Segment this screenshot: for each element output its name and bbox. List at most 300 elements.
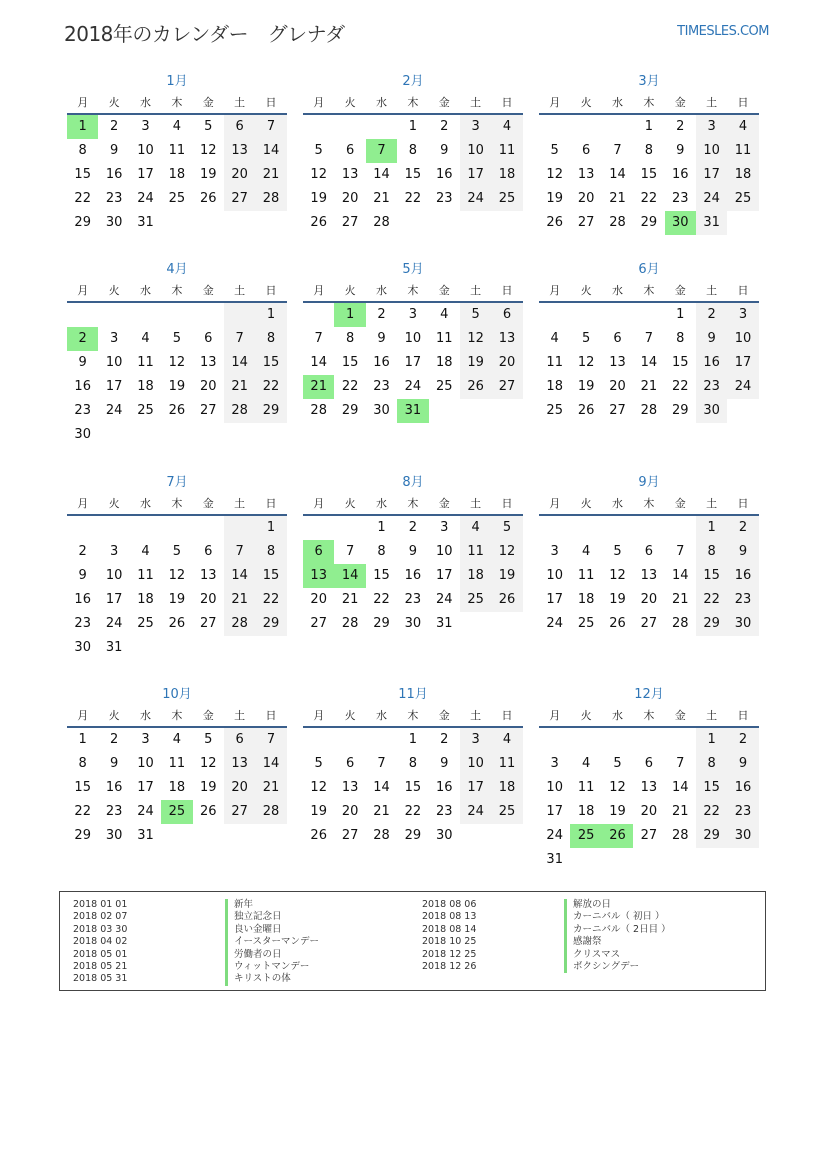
empty-day-cell: [193, 303, 224, 327]
day-cell: 11: [577, 568, 595, 583]
empty-day-cell: [460, 612, 491, 636]
holiday-date: 2018 12 26: [422, 960, 477, 972]
day-cell: 13: [224, 752, 255, 776]
day-cell: 26: [609, 616, 626, 631]
day-cell: 25: [168, 191, 186, 206]
day-cell: 13: [199, 355, 217, 370]
day-cell: 12: [460, 327, 491, 351]
day-cell: 19: [168, 592, 186, 607]
day-cell: 13: [640, 780, 658, 795]
day-cell: 3: [141, 119, 150, 134]
holiday-name: 感謝祭: [564, 936, 671, 948]
day-cell: 10: [546, 780, 563, 795]
day-cell: 16: [105, 780, 123, 795]
day-cell: 6: [345, 143, 355, 158]
weekday-label: 土: [470, 709, 482, 722]
day-cell: 12: [199, 756, 217, 771]
day-cell: 12: [577, 355, 595, 370]
empty-day-cell: [460, 399, 491, 423]
day-cell: 5: [314, 143, 323, 158]
weekday-label: 水: [139, 96, 151, 109]
holiday-date: 2018 03 30: [73, 923, 128, 935]
day-cell: 2: [440, 119, 449, 134]
weekday-label: 月: [313, 96, 325, 109]
week-row: [303, 800, 523, 824]
weekday-label: 木: [643, 709, 655, 722]
week-row: [303, 139, 523, 163]
holiday-name: 労働者の日: [225, 949, 319, 961]
day-cell: 4: [440, 307, 449, 322]
empty-day-cell: [539, 303, 570, 327]
empty-day-cell: [224, 636, 255, 660]
day-cell: 25: [727, 187, 758, 211]
week-row: [539, 399, 759, 423]
day-cell: 14: [373, 167, 390, 182]
day-cell: 11: [435, 331, 453, 346]
week-row: [67, 588, 287, 612]
weekday-header: [539, 494, 759, 516]
day-cell: 26: [460, 375, 491, 399]
empty-day-cell: [429, 399, 460, 423]
day-cell: 26: [602, 824, 633, 848]
day-cell: 6: [204, 544, 213, 559]
day-cell: 22: [696, 588, 727, 612]
day-cell: 1: [334, 303, 365, 327]
week-row: [67, 564, 287, 588]
day-cell: 9: [440, 756, 449, 771]
week-row: [303, 303, 523, 327]
day-cell: 15: [255, 564, 286, 588]
weekday-label: 月: [549, 284, 561, 297]
day-cell: 17: [696, 163, 727, 187]
day-cell: 8: [377, 544, 386, 559]
day-cell: 24: [105, 616, 123, 631]
day-cell: 20: [341, 804, 359, 819]
day-cell: 22: [671, 379, 689, 394]
day-cell: 27: [491, 375, 522, 399]
day-cell: 8: [644, 143, 653, 158]
week-row: [539, 776, 759, 800]
week-row: [67, 516, 287, 540]
week-row: [67, 351, 287, 375]
day-cell: 9: [676, 143, 685, 158]
day-cell: 15: [696, 564, 727, 588]
holiday-name: 解放の日: [564, 899, 671, 911]
empty-day-cell: [334, 115, 365, 139]
day-cell: 17: [435, 568, 453, 583]
day-cell: 9: [109, 143, 119, 158]
day-cell: 21: [671, 592, 689, 607]
empty-day-cell: [224, 423, 255, 447]
day-cell: 7: [676, 544, 685, 559]
day-cell: 18: [546, 379, 563, 394]
day-cell: 21: [671, 804, 689, 819]
day-cell: 29: [74, 215, 91, 230]
week-row: [303, 564, 523, 588]
empty-day-cell: [727, 848, 758, 872]
day-cell: 16: [727, 776, 758, 800]
week-row: [303, 824, 523, 848]
empty-day-cell: [130, 516, 161, 540]
day-cell: 11: [168, 756, 186, 771]
empty-day-cell: [460, 824, 491, 848]
empty-day-cell: [130, 636, 161, 660]
day-cell: 30: [727, 612, 758, 636]
day-cell: 7: [224, 540, 255, 564]
empty-day-cell: [665, 728, 696, 752]
weekday-label: 金: [438, 284, 450, 297]
holiday-dates-right: [422, 899, 476, 973]
day-cell: 17: [404, 355, 422, 370]
empty-day-cell: [633, 848, 664, 872]
weekday-label: 水: [139, 709, 151, 722]
day-cell: 1: [676, 307, 685, 322]
week-row: [303, 187, 523, 211]
holiday-date: 2018 01 01: [73, 899, 128, 910]
weekday-label: 月: [77, 709, 89, 722]
week-row: [539, 516, 759, 540]
weekday-header: [303, 706, 523, 728]
weekday-label: 火: [108, 709, 120, 722]
day-cell: 18: [577, 804, 595, 819]
day-cell: 2: [440, 732, 449, 747]
day-cell: 13: [609, 355, 626, 370]
day-cell: 16: [74, 592, 91, 607]
day-cell: 22: [373, 592, 390, 607]
day-cell: 9: [109, 756, 119, 771]
day-cell: 8: [408, 756, 417, 771]
day-cell: 5: [581, 331, 591, 346]
day-cell: 28: [609, 215, 626, 230]
day-cell: 12: [609, 568, 626, 583]
empty-day-cell: [224, 211, 255, 235]
month-name: 6月: [638, 262, 660, 277]
day-cell: 8: [255, 327, 286, 351]
week-row: [303, 540, 523, 564]
week-row: [539, 824, 759, 848]
empty-day-cell: [98, 423, 129, 447]
weekday-label: 土: [470, 284, 482, 297]
holiday-names-left: [225, 899, 319, 986]
weekday-label: 木: [171, 709, 183, 722]
month-calendar: [303, 260, 523, 423]
weekday-label: 金: [438, 709, 450, 722]
weekday-label: 日: [501, 497, 513, 510]
day-cell: 3: [550, 756, 559, 771]
week-row: [539, 800, 759, 824]
empty-day-cell: [161, 824, 192, 848]
day-cell: 29: [373, 616, 390, 631]
holiday-date: 2018 08 13: [422, 911, 477, 923]
empty-day-cell: [67, 303, 98, 327]
day-cell: 27: [224, 187, 255, 211]
day-cell: 19: [310, 191, 327, 206]
day-cell: 28: [224, 399, 255, 423]
day-cell: 22: [74, 191, 91, 206]
day-cell: 30: [373, 403, 390, 418]
weekday-header: [67, 281, 287, 303]
day-cell: 12: [310, 167, 327, 182]
month-name: 10月: [162, 687, 192, 702]
week-row: [539, 752, 759, 776]
weekday-label: 木: [407, 284, 419, 297]
week-row: [303, 612, 523, 636]
weekday-label: 日: [501, 96, 513, 109]
day-cell: 31: [696, 211, 727, 235]
day-cell: 6: [581, 143, 591, 158]
day-cell: 1: [255, 516, 286, 540]
day-cell: 21: [224, 375, 255, 399]
day-cell: 19: [199, 167, 217, 182]
weekday-header: [539, 706, 759, 728]
day-cell: 27: [640, 616, 658, 631]
day-cell: 9: [78, 355, 87, 370]
day-cell: 22: [404, 804, 422, 819]
empty-day-cell: [366, 728, 397, 752]
month-calendar: [539, 685, 759, 872]
week-row: [67, 187, 287, 211]
day-cell: 17: [546, 592, 563, 607]
empty-day-cell: [303, 728, 334, 752]
day-cell: 22: [255, 588, 286, 612]
day-cell: 30: [74, 640, 91, 655]
day-cell: 3: [727, 303, 758, 327]
day-cell: 25: [546, 403, 563, 418]
month-calendar: [303, 685, 523, 848]
weekday-header: [303, 281, 523, 303]
day-cell: 18: [727, 163, 758, 187]
weekday-label: 金: [674, 709, 686, 722]
holiday-date: 2018 04 02: [73, 936, 128, 948]
week-row: [67, 752, 287, 776]
day-cell: 5: [172, 331, 181, 346]
weekday-label: 日: [501, 284, 513, 297]
weekday-label: 月: [549, 497, 561, 510]
day-cell: 24: [404, 379, 422, 394]
holiday-date: 2018 02 07: [73, 911, 128, 923]
month-calendar: [303, 72, 523, 235]
day-cell: 17: [727, 351, 758, 375]
day-cell: 29: [74, 828, 91, 843]
holiday-date: 2018 08 06: [422, 899, 477, 910]
day-cell: 12: [310, 780, 327, 795]
weekday-header: [303, 494, 523, 516]
weekday-label: 月: [77, 497, 89, 510]
month-name: 4月: [166, 262, 188, 277]
day-cell: 24: [460, 800, 491, 824]
month-calendar: [67, 260, 287, 447]
empty-day-cell: [633, 516, 664, 540]
site-logo[interactable]: TIMESLES.COM: [677, 24, 769, 39]
empty-day-cell: [665, 848, 696, 872]
empty-day-cell: [161, 516, 192, 540]
day-cell: 14: [671, 568, 689, 583]
day-cell: 7: [644, 331, 653, 346]
empty-day-cell: [303, 516, 334, 540]
day-cell: 24: [696, 187, 727, 211]
day-cell: 23: [727, 588, 758, 612]
day-cell: 28: [640, 403, 658, 418]
weekday-label: 月: [313, 497, 325, 510]
weekday-label: 日: [501, 709, 513, 722]
day-cell: 23: [74, 616, 91, 631]
week-row: [67, 612, 287, 636]
weekday-label: 金: [202, 96, 214, 109]
day-cell: 7: [676, 756, 685, 771]
empty-day-cell: [602, 516, 633, 540]
week-row: [303, 351, 523, 375]
day-cell: 14: [310, 355, 327, 370]
weekday-label: 火: [344, 497, 356, 510]
weekday-header: [539, 281, 759, 303]
day-cell: 2: [727, 728, 758, 752]
day-cell: 18: [460, 564, 491, 588]
day-cell: 27: [310, 616, 327, 631]
weekday-label: 木: [407, 709, 419, 722]
day-cell: 3: [109, 331, 119, 346]
week-row: [67, 824, 287, 848]
day-cell: 3: [440, 520, 449, 535]
day-cell: 22: [640, 191, 658, 206]
empty-day-cell: [98, 303, 129, 327]
day-cell: 16: [435, 167, 453, 182]
weekday-label: 火: [344, 709, 356, 722]
empty-day-cell: [161, 636, 192, 660]
day-cell: 27: [199, 616, 217, 631]
day-cell: 30: [727, 824, 758, 848]
weekday-label: 日: [737, 284, 749, 297]
day-cell: 7: [224, 327, 255, 351]
weekday-label: 火: [108, 497, 120, 510]
day-cell: 3: [550, 544, 559, 559]
day-cell: 21: [640, 379, 658, 394]
empty-day-cell: [255, 636, 286, 660]
weekday-label: 水: [611, 284, 623, 297]
empty-day-cell: [602, 303, 633, 327]
day-cell: 24: [460, 187, 491, 211]
week-row: [67, 776, 287, 800]
day-cell: 5: [204, 119, 213, 134]
day-cell: 25: [570, 824, 601, 848]
week-row: [67, 399, 287, 423]
day-cell: 23: [727, 800, 758, 824]
month-calendar: [67, 685, 287, 848]
day-cell: 18: [137, 379, 154, 394]
weekday-label: 水: [139, 284, 151, 297]
day-cell: 17: [460, 163, 491, 187]
day-cell: 2: [109, 732, 119, 747]
week-row: [67, 423, 287, 447]
day-cell: 24: [546, 828, 563, 843]
day-cell: 1: [408, 119, 417, 134]
day-cell: 6: [644, 756, 653, 771]
day-cell: 12: [168, 568, 186, 583]
day-cell: 2: [377, 307, 386, 322]
day-cell: 1: [377, 520, 386, 535]
weekday-label: 土: [234, 284, 246, 297]
day-cell: 13: [199, 568, 217, 583]
day-cell: 27: [609, 403, 626, 418]
weekday-label: 火: [580, 284, 592, 297]
weekday-label: 月: [549, 709, 561, 722]
empty-day-cell: [602, 728, 633, 752]
day-cell: 31: [137, 215, 154, 230]
holiday-name: ウィットマンデー: [225, 961, 319, 973]
day-cell: 10: [727, 327, 758, 351]
day-cell: 11: [491, 139, 522, 163]
day-cell: 27: [577, 215, 595, 230]
day-cell: 23: [105, 804, 123, 819]
week-row: [303, 327, 523, 351]
empty-day-cell: [67, 516, 98, 540]
week-row: [539, 163, 759, 187]
weekday-label: 土: [470, 96, 482, 109]
day-cell: 6: [204, 331, 213, 346]
day-cell: 7: [255, 115, 286, 139]
day-cell: 17: [137, 167, 154, 182]
day-cell: 21: [303, 375, 334, 399]
day-cell: 17: [460, 776, 491, 800]
weekday-header: [67, 494, 287, 516]
weekday-header: [67, 93, 287, 115]
weekday-label: 水: [611, 709, 623, 722]
holiday-name: カーニバル（ 2日目 ）: [564, 924, 671, 936]
day-cell: 27: [341, 828, 359, 843]
week-row: [539, 848, 759, 872]
day-cell: 31: [435, 616, 453, 631]
day-cell: 16: [373, 355, 390, 370]
day-cell: 23: [435, 804, 453, 819]
empty-day-cell: [161, 211, 192, 235]
day-cell: 12: [168, 355, 186, 370]
day-cell: 14: [255, 139, 286, 163]
day-cell: 4: [141, 331, 150, 346]
weekday-label: 土: [470, 497, 482, 510]
month-calendar: [303, 473, 523, 636]
day-cell: 30: [105, 828, 123, 843]
day-cell: 4: [172, 119, 181, 134]
day-cell: 27: [224, 800, 255, 824]
empty-day-cell: [633, 728, 664, 752]
holiday-date: 2018 08 14: [422, 923, 477, 935]
day-cell: 13: [303, 564, 334, 588]
empty-day-cell: [161, 303, 192, 327]
weekday-label: 金: [674, 96, 686, 109]
holiday-date: 2018 05 01: [73, 948, 128, 960]
holiday-names-right: [564, 899, 671, 973]
day-cell: 20: [640, 804, 658, 819]
day-cell: 9: [377, 331, 386, 346]
weekday-label: 日: [265, 709, 277, 722]
day-cell: 24: [105, 403, 123, 418]
weekday-label: 土: [706, 497, 718, 510]
day-cell: 14: [224, 564, 255, 588]
day-cell: 3: [141, 732, 150, 747]
week-row: [539, 375, 759, 399]
day-cell: 15: [255, 351, 286, 375]
day-cell: 10: [137, 143, 154, 158]
empty-day-cell: [570, 115, 601, 139]
day-cell: 18: [137, 592, 154, 607]
day-cell: 10: [460, 139, 491, 163]
month-calendar: [539, 260, 759, 423]
empty-day-cell: [255, 211, 286, 235]
day-cell: 22: [341, 379, 359, 394]
day-cell: 10: [435, 544, 453, 559]
day-cell: 23: [74, 403, 91, 418]
weekday-label: 日: [265, 284, 277, 297]
day-cell: 27: [341, 215, 359, 230]
